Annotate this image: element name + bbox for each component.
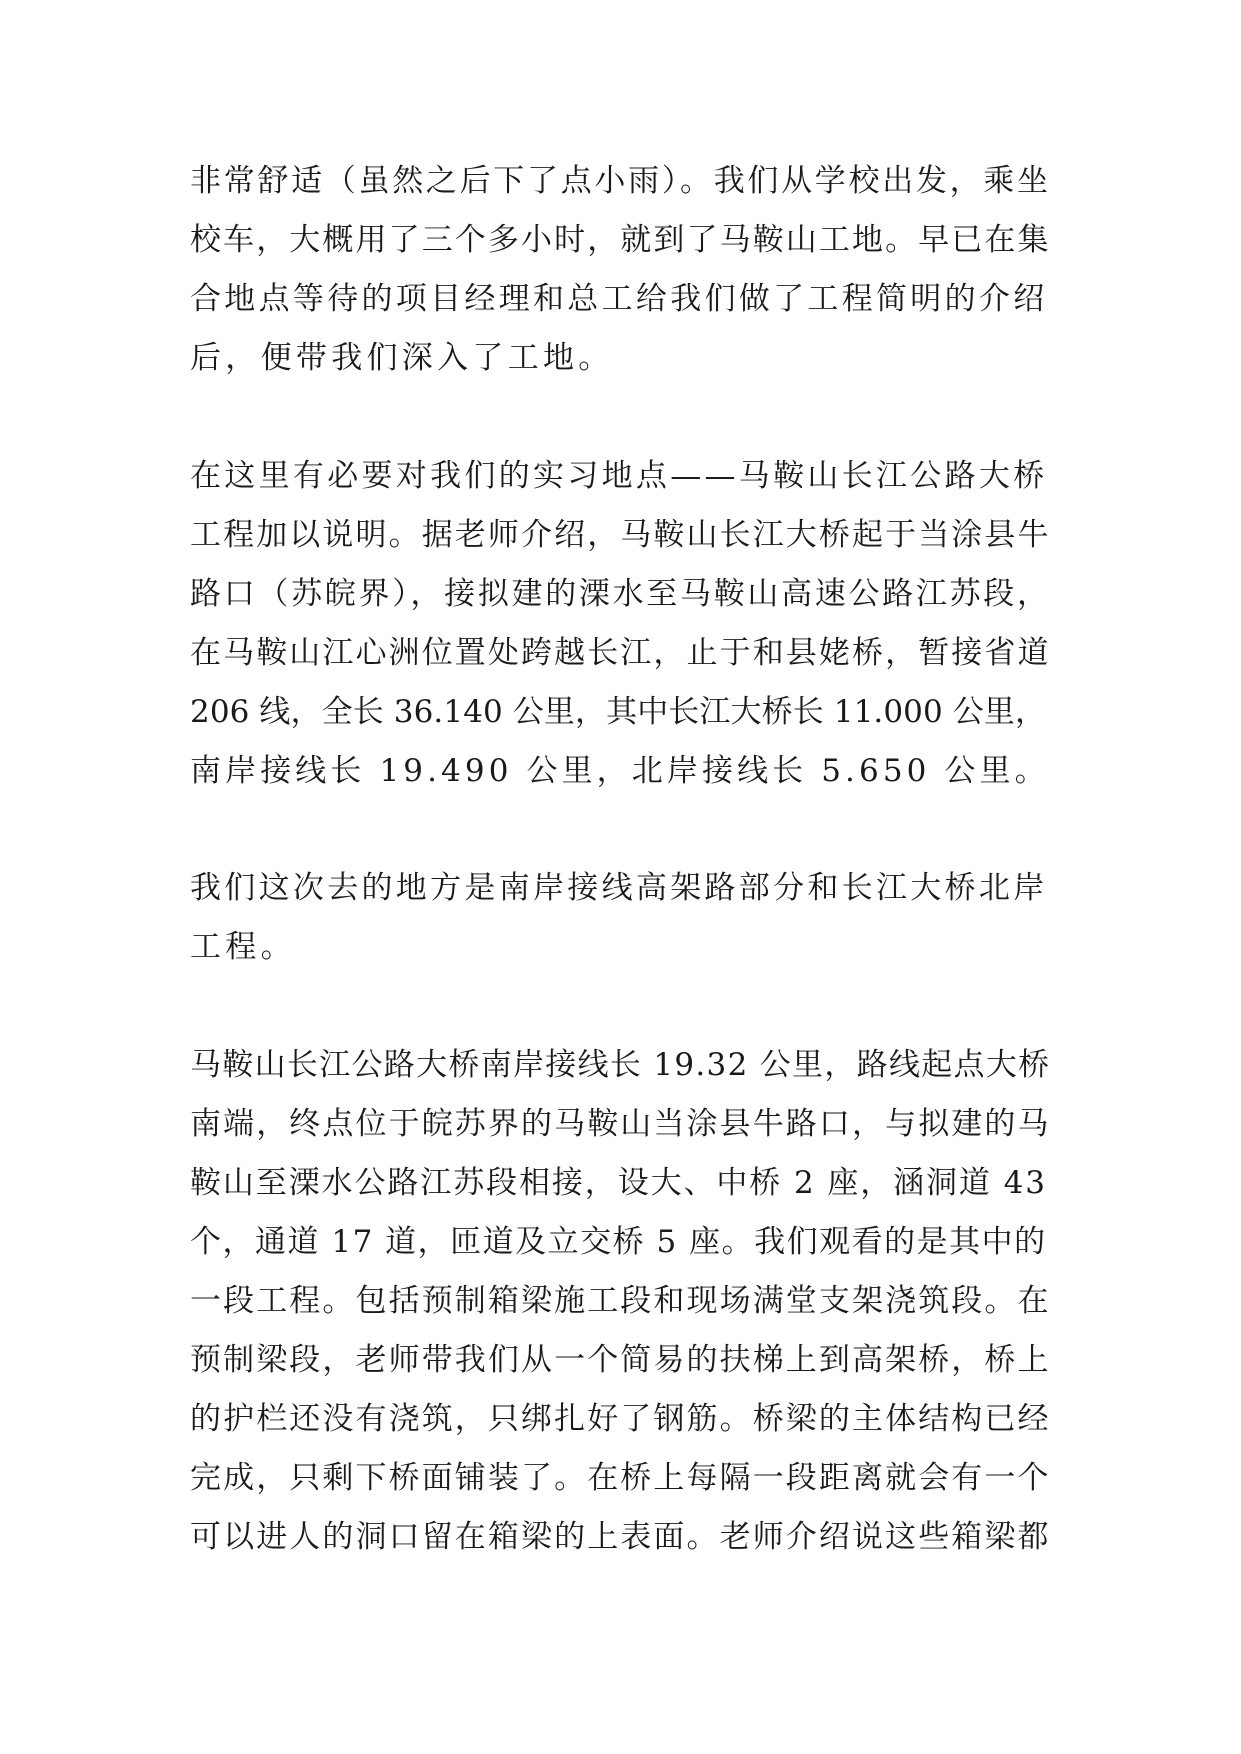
paragraph-line: 南岸接线长 19.490 公里，北岸接线长 5.650 公里。 <box>190 753 1050 789</box>
paragraph-2 <box>190 447 1052 801</box>
paragraph-line: 一段工程。包括预制箱梁施工段和现场满堂支架浇筑段。在 <box>190 1283 1051 1319</box>
paragraph-line: 鞍山至溧水公路江苏段相接，设大、中桥 2 座，涵洞道 43 <box>190 1165 1047 1201</box>
paragraph-line: 可以进人的洞口留在箱梁的上表面。老师介绍说这些箱梁都 <box>190 1519 1051 1555</box>
paragraph-line: 我们这次去的地方是南岸接线高架路部分和长江大桥北岸 <box>190 870 1048 906</box>
paragraph-line: 工程。 <box>190 929 296 965</box>
paragraph-line: 后，便带我们深入了工地。 <box>190 340 614 376</box>
paragraph-line: 路口（苏皖界），接拟建的溧水至马鞍山高速公路江苏段， <box>190 576 1051 612</box>
paragraph-line: 的护栏还没有浇筑，只绑扎好了钢筋。桥梁的主体结构已经 <box>190 1401 1051 1437</box>
paragraph-3 <box>190 859 1052 977</box>
paragraph-line: 在马鞍山江心洲位置处跨越长江，止于和县姥桥，暂接省道 <box>190 635 1051 671</box>
paragraph-line: 工程加以说明。据老师介绍，马鞍山长江大桥起于当涂县牛 <box>190 517 1051 553</box>
paragraph-line: 马鞍山长江公路大桥南岸接线长 19.32 公里，路线起点大桥 <box>190 1047 1051 1083</box>
paragraph-line: 206 线，全长 36.140 公里，其中长江大桥长 11.000 公里， <box>190 694 1047 730</box>
paragraph-line: 南端，终点位于皖苏界的马鞍山当涂县牛路口，与拟建的马 <box>190 1106 1051 1142</box>
paragraph-4 <box>190 1036 1052 1567</box>
paragraph-line: 个，通道 17 道，匝道及立交桥 5 座。我们观看的是其中的 <box>190 1224 1047 1260</box>
paragraph-line: 完成，只剩下桥面铺装了。在桥上每隔一段距离就会有一个 <box>190 1460 1051 1496</box>
paragraph-1 <box>190 152 1052 388</box>
paragraph-line: 校车，大概用了三个多小时，就到了马鞍山工地。早已在集 <box>190 222 1051 258</box>
paragraph-line: 非常舒适（虽然之后下了点小雨）。我们从学校出发，乘坐 <box>190 163 1051 199</box>
paragraph-line: 在这里有必要对我们的实习地点——马鞍山长江公路大桥 <box>190 458 1048 494</box>
paragraph-line: 预制梁段，老师带我们从一个简易的扶梯上到高架桥，桥上 <box>190 1342 1051 1378</box>
paragraph-line: 合地点等待的项目经理和总工给我们做了工程简明的介绍 <box>190 281 1048 317</box>
